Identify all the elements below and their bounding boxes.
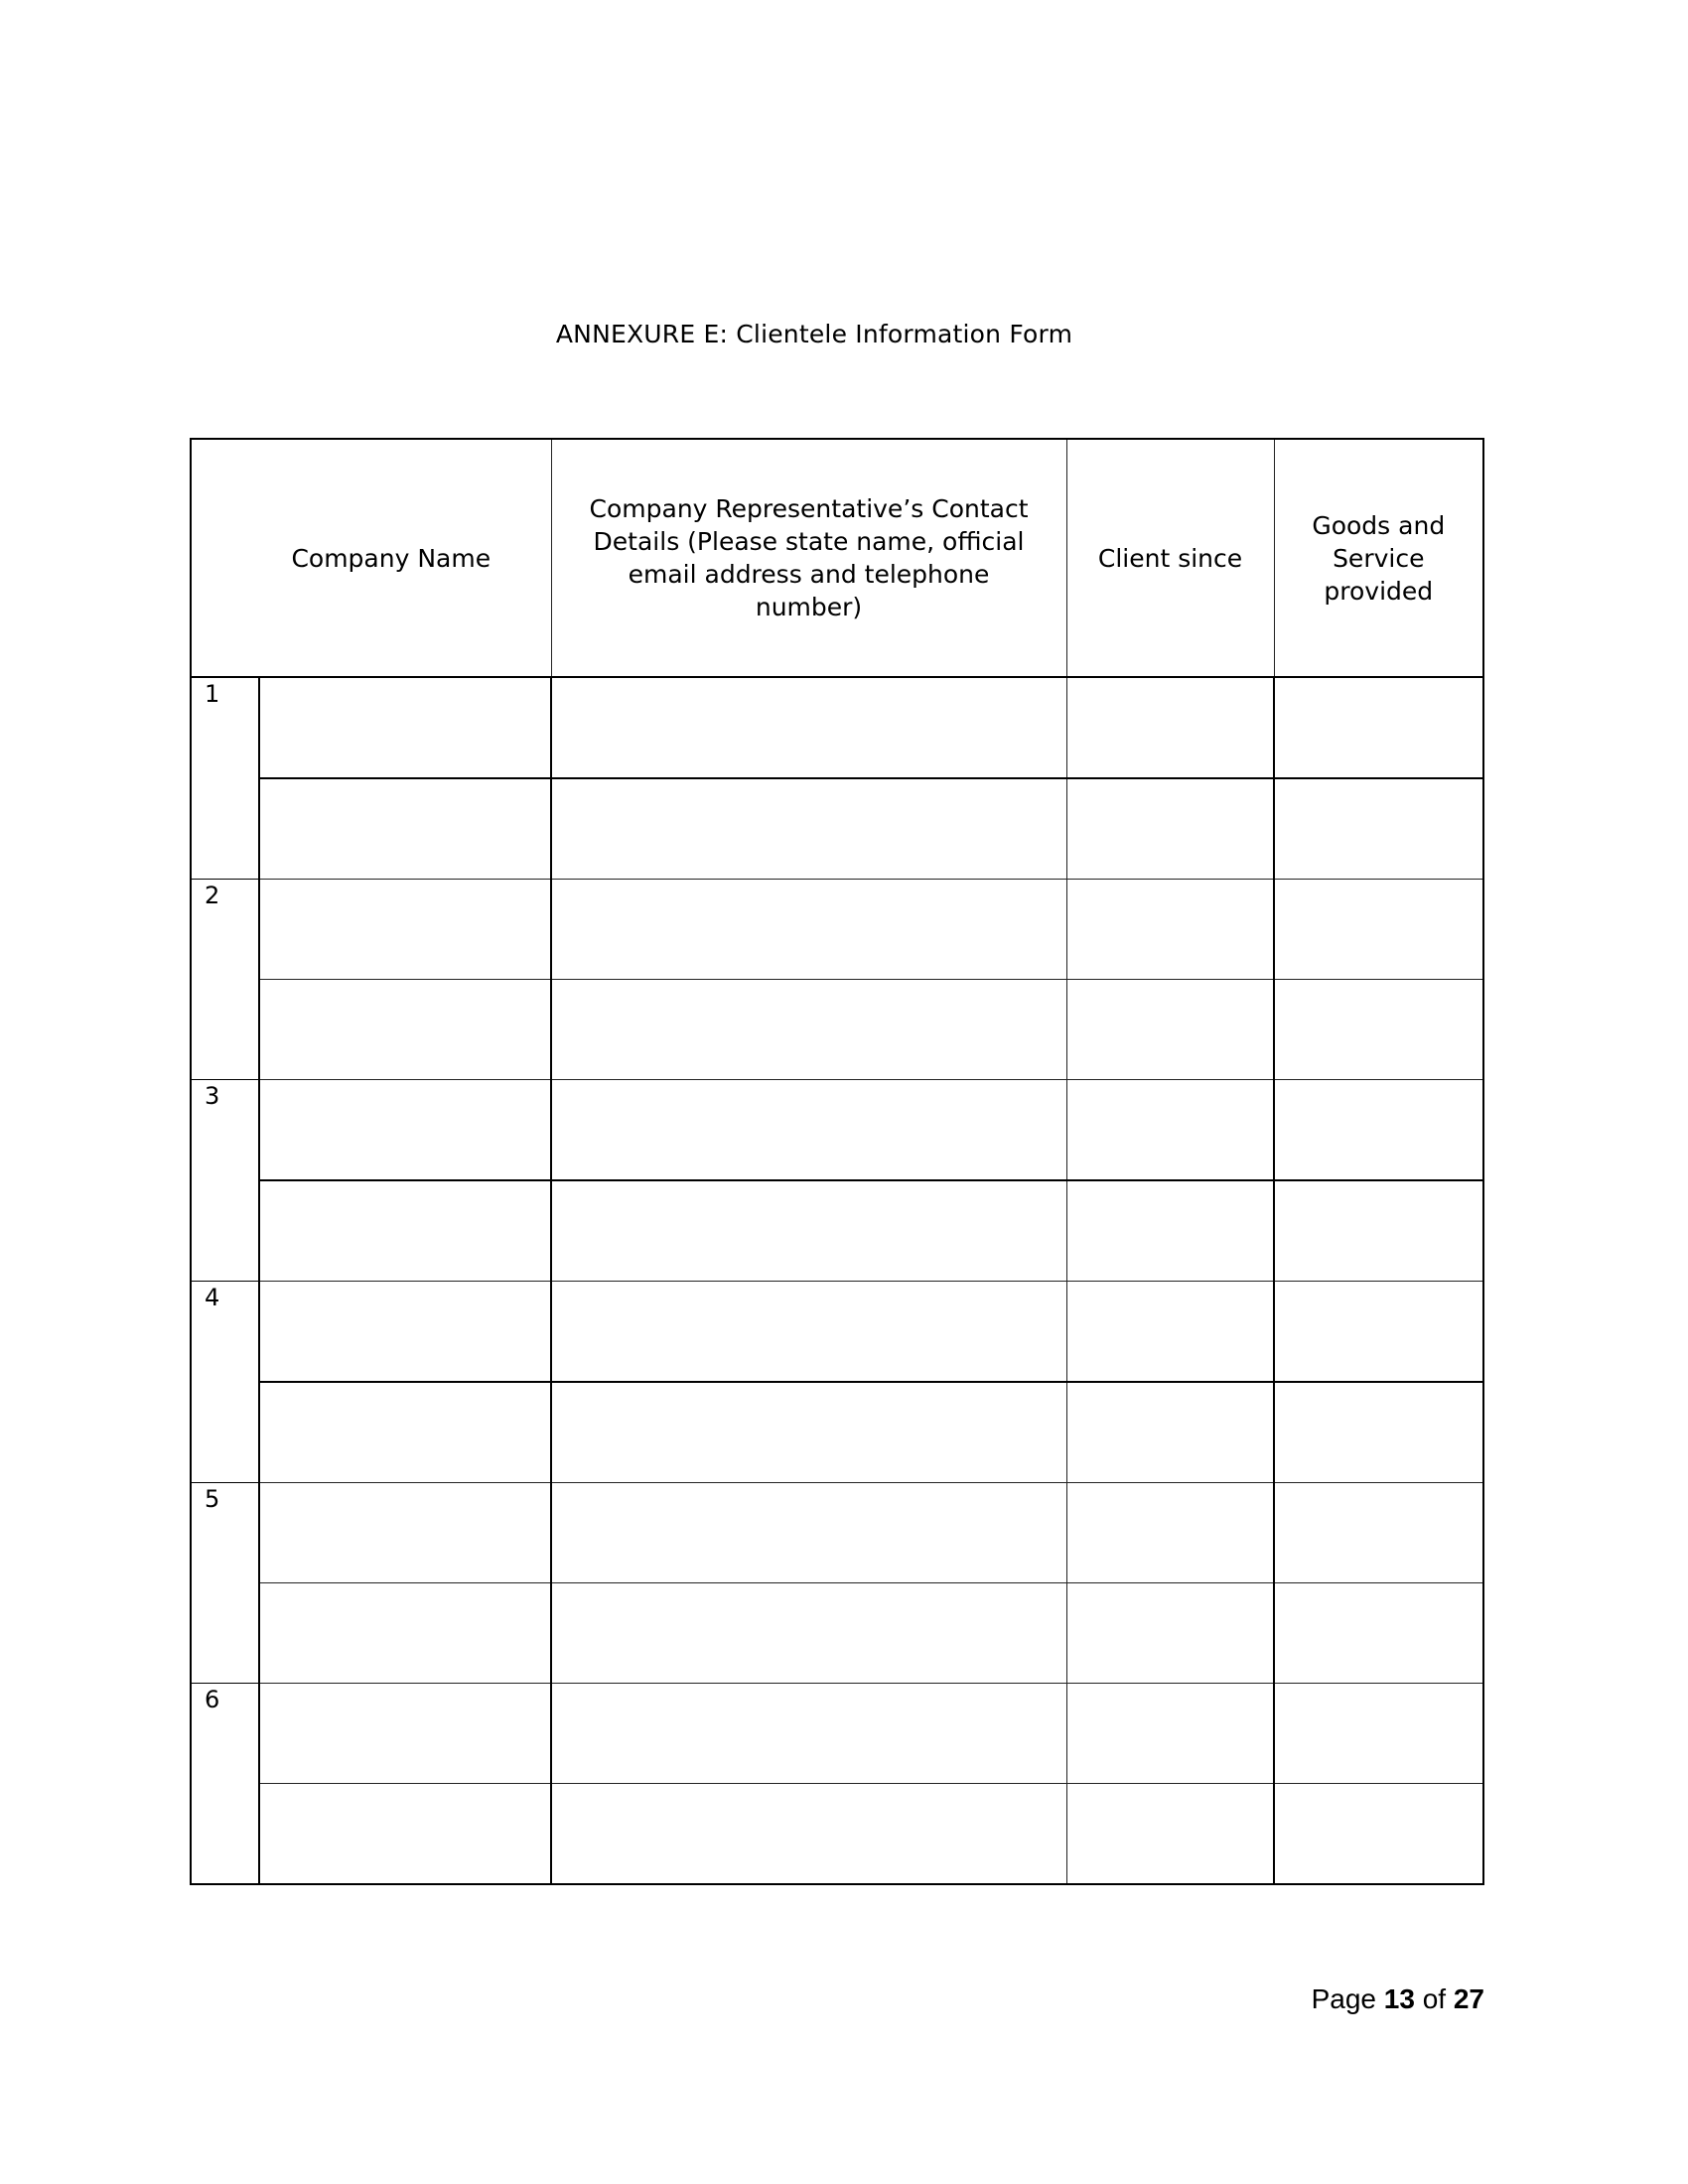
- contact-details-cell[interactable]: [551, 1583, 1066, 1684]
- company-name-cell[interactable]: [259, 1583, 551, 1684]
- goods-service-cell[interactable]: [1274, 1483, 1483, 1583]
- company-name-cell[interactable]: [259, 1784, 551, 1885]
- goods-service-cell[interactable]: [1274, 1080, 1483, 1181]
- table-row: [191, 1080, 1483, 1181]
- header-company-name: Company Name: [191, 439, 551, 677]
- contact-details-cell[interactable]: [551, 1382, 1066, 1483]
- client-since-cell[interactable]: [1066, 880, 1274, 980]
- row-number: 6: [191, 1684, 259, 1885]
- client-since-cell[interactable]: [1066, 1180, 1274, 1282]
- row-number: 1: [191, 677, 259, 880]
- contact-details-cell[interactable]: [551, 1684, 1066, 1784]
- page-number: 13: [1383, 1983, 1415, 2014]
- table-row: [191, 1784, 1483, 1885]
- row-number: 4: [191, 1282, 259, 1483]
- client-since-cell[interactable]: [1066, 1784, 1274, 1885]
- row-number: 3: [191, 1080, 259, 1282]
- row-number: 2: [191, 880, 259, 1080]
- table-row: [191, 1282, 1483, 1383]
- header-row: [191, 439, 1483, 677]
- contact-details-cell[interactable]: [551, 1180, 1066, 1282]
- company-name-cell[interactable]: [259, 1180, 551, 1282]
- client-since-cell[interactable]: [1066, 980, 1274, 1080]
- goods-service-cell[interactable]: [1274, 1784, 1483, 1885]
- goods-service-cell[interactable]: [1274, 880, 1483, 980]
- goods-service-cell[interactable]: [1274, 1684, 1483, 1784]
- goods-service-cell[interactable]: [1274, 1282, 1483, 1383]
- contact-details-cell[interactable]: [551, 1784, 1066, 1885]
- company-name-cell[interactable]: [259, 1483, 551, 1583]
- contact-details-cell[interactable]: [551, 677, 1066, 778]
- page-label: Page: [1311, 1983, 1376, 2014]
- table-row: [191, 1180, 1483, 1282]
- table-row: [191, 1583, 1483, 1684]
- client-since-cell[interactable]: [1066, 1282, 1274, 1383]
- company-name-cell[interactable]: [259, 1282, 551, 1383]
- table-row: [191, 980, 1483, 1080]
- client-since-cell[interactable]: [1066, 1382, 1274, 1483]
- company-name-cell[interactable]: [259, 980, 551, 1080]
- goods-service-cell[interactable]: [1274, 1583, 1483, 1684]
- table-row: [191, 1684, 1483, 1784]
- company-name-cell[interactable]: [259, 1382, 551, 1483]
- header-client-since: Client since: [1066, 439, 1274, 677]
- contact-details-cell[interactable]: [551, 1282, 1066, 1383]
- of-label: of: [1422, 1983, 1447, 2014]
- client-since-cell[interactable]: [1066, 1483, 1274, 1583]
- goods-service-cell[interactable]: [1274, 980, 1483, 1080]
- goods-service-cell[interactable]: [1274, 1382, 1483, 1483]
- contact-details-cell[interactable]: [551, 880, 1066, 980]
- row-number: 5: [191, 1483, 259, 1684]
- goods-service-cell[interactable]: [1274, 677, 1483, 778]
- header-contact-details: Company Representative’s Contact Details (Please state name, official email address and telephone number): [551, 439, 1066, 677]
- table-row: [191, 1483, 1483, 1583]
- client-since-cell[interactable]: [1066, 1684, 1274, 1784]
- clientele-table: [190, 438, 1484, 1885]
- client-since-cell[interactable]: [1066, 778, 1274, 880]
- client-since-cell[interactable]: [1066, 1583, 1274, 1684]
- contact-details-cell[interactable]: [551, 1483, 1066, 1583]
- contact-details-cell[interactable]: [551, 980, 1066, 1080]
- page-footer: [1312, 1983, 1484, 2015]
- total-pages: 27: [1453, 1983, 1484, 2014]
- table-row: [191, 1382, 1483, 1483]
- company-name-cell[interactable]: [259, 880, 551, 980]
- header-goods-service: Goods and Service provided: [1274, 439, 1483, 677]
- table-row: [191, 880, 1483, 980]
- contact-details-cell[interactable]: [551, 778, 1066, 880]
- contact-details-cell[interactable]: [551, 1080, 1066, 1181]
- goods-service-cell[interactable]: [1274, 778, 1483, 880]
- table-row: [191, 677, 1483, 778]
- table-row: [191, 778, 1483, 880]
- company-name-cell[interactable]: [259, 1080, 551, 1181]
- client-since-cell[interactable]: [1066, 1080, 1274, 1181]
- company-name-cell[interactable]: [259, 677, 551, 778]
- form-title: ANNEXURE E: Clientele Information Form: [555, 320, 1073, 348]
- goods-service-cell[interactable]: [1274, 1180, 1483, 1282]
- client-since-cell[interactable]: [1066, 677, 1274, 778]
- company-name-cell[interactable]: [259, 1684, 551, 1784]
- company-name-cell[interactable]: [259, 778, 551, 880]
